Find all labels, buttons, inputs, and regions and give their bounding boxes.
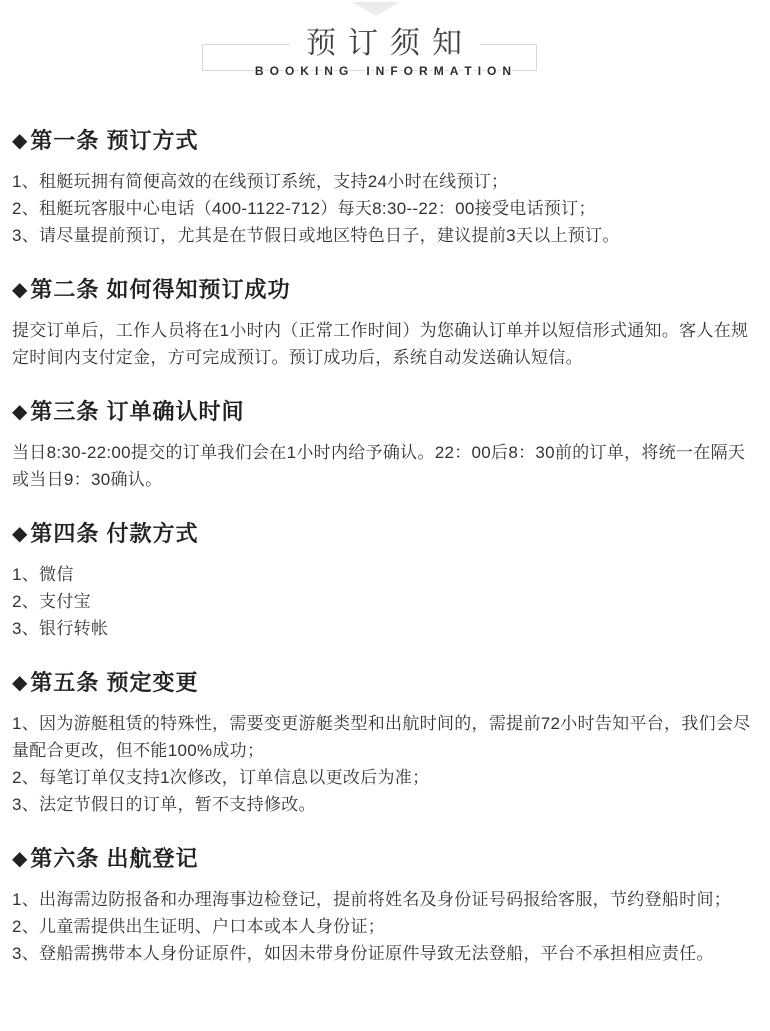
diamond-bullet-icon: ◆ <box>12 523 29 545</box>
section-order-confirm-time <box>12 399 756 493</box>
page-header <box>0 0 770 100</box>
section-heading-text: 第四条 付款方式 <box>30 521 199 546</box>
list-item: 3、银行转帐 <box>12 619 109 638</box>
section-heading <box>12 670 756 696</box>
list-item: 1、微信 <box>12 565 74 584</box>
section-body <box>12 561 756 642</box>
section-booking-method <box>12 128 756 249</box>
list-item: 1、租艇玩拥有简便高效的在线预订系统，支持24小时在线预订； <box>12 172 509 191</box>
section-booking-changes <box>12 670 756 818</box>
diamond-bullet-icon: ◆ <box>12 672 29 694</box>
section-heading <box>12 846 756 872</box>
diamond-bullet-icon: ◆ <box>12 279 29 301</box>
page-content <box>0 128 770 967</box>
triangle-down-icon <box>352 2 400 16</box>
section-body <box>12 317 756 371</box>
section-heading-text: 第一条 预订方式 <box>30 128 199 153</box>
list-item: 2、支付宝 <box>12 592 91 611</box>
list-item: 3、请尽量提前预订，尤其是在节假日或地区特色日子，建议提前3天以上预订。 <box>12 226 620 245</box>
section-payment-methods <box>12 521 756 642</box>
section-heading <box>12 277 756 303</box>
list-item: 2、儿童需提供出生证明、户口本或本人身份证； <box>12 917 386 936</box>
section-heading-text: 第五条 预定变更 <box>30 670 199 695</box>
section-heading <box>12 128 756 154</box>
section-heading <box>12 399 756 425</box>
list-item: 3、法定节假日的订单，暂不支持修改。 <box>12 795 316 814</box>
page-title-row <box>0 29 770 59</box>
section-body <box>12 168 756 249</box>
section-booking-confirmation <box>12 277 756 371</box>
diamond-bullet-icon: ◆ <box>12 401 29 423</box>
section-heading-text: 第三条 订单确认时间 <box>30 399 245 424</box>
section-body <box>12 886 756 967</box>
page-title: 预订须知 <box>290 29 480 59</box>
section-body <box>12 439 756 493</box>
section-heading-text: 第二条 如何得知预订成功 <box>30 277 291 302</box>
section-departure-registration <box>12 846 756 967</box>
diamond-bullet-icon: ◆ <box>12 848 29 870</box>
diamond-bullet-icon: ◆ <box>12 130 29 152</box>
section-body <box>12 710 756 818</box>
list-item: 3、登船需携带本人身份证原件，如因未带身份证原件导致无法登船，平台不承担相应责任。 <box>12 944 714 963</box>
paragraph: 当日8:30-22:00提交的订单我们会在1小时内给予确认。22：00后8：30前的订单，将统一在隔天或当日9：30确认。 <box>12 443 746 489</box>
page-subtitle: B O O K I N G I N F O R M A T I O N <box>254 64 512 78</box>
list-item: 2、每笔订单仅支持1次修改，订单信息以更改后为准； <box>12 768 430 787</box>
list-item: 2、租艇玩客服中心电话（400-1122-712）每天8:30--22：00接受电话预订； <box>12 199 596 218</box>
section-heading <box>12 521 756 547</box>
section-heading-text: 第六条 出航登记 <box>30 846 199 871</box>
list-item: 1、因为游艇租赁的特殊性，需要变更游艇类型和出航时间的，需提前72小时告知平台，我们会尽量配合更改，但不能100%成功； <box>12 714 751 760</box>
paragraph: 提交订单后，工作人员将在1小时内（正常工作时间）为您确认订单并以短信形式通知。客人在规定时间内支付定金，方可完成预订。预订成功后，系统自动发送确认短信。 <box>12 321 749 367</box>
list-item: 1、出海需边防报备和办理海事边检登记，提前将姓名及身份证号码报给客服，节约登船时间； <box>12 890 732 909</box>
